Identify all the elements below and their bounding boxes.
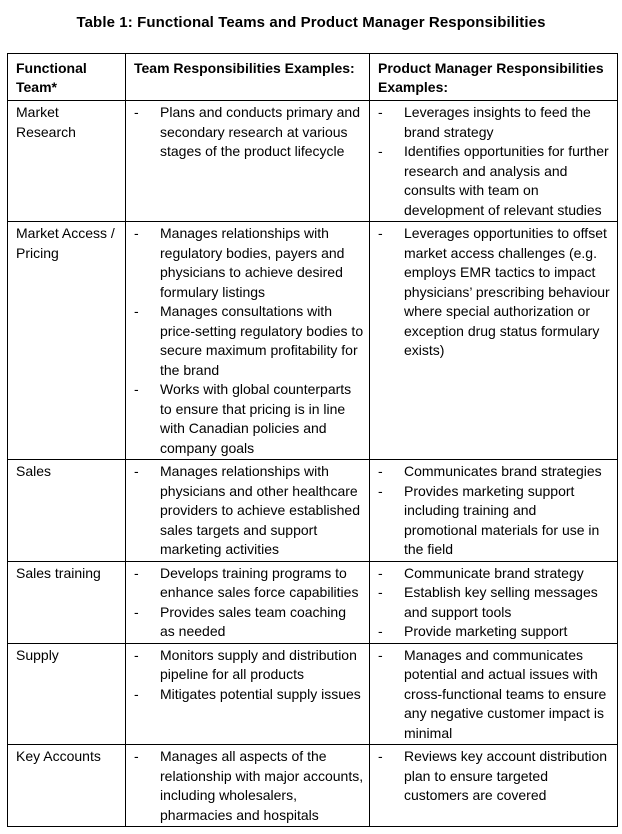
list-item (378, 482, 612, 560)
bullet-dash: - (378, 463, 383, 479)
bullet-dash: - (378, 646, 383, 663)
table-row (8, 460, 618, 562)
bullet-dash: - (134, 225, 139, 241)
list-item-text: Monitors supply and distribution pipeline for all products (160, 646, 357, 682)
bullet-dash: - (134, 646, 139, 663)
list-item (378, 103, 612, 142)
list-item-text: Mitigates potential supply issues (160, 685, 361, 702)
table-row (8, 745, 618, 827)
list-item (134, 302, 364, 380)
list-item (134, 646, 364, 685)
team-responsibilities-cell (126, 460, 370, 562)
list-item (378, 583, 612, 622)
list-item (134, 564, 364, 603)
responsibilities-table (7, 53, 618, 827)
list-item-text: Communicate brand strategy (404, 564, 584, 581)
list-item-text: Communicates brand strategies (404, 463, 602, 479)
team-responsibilities-list (134, 224, 364, 458)
bullet-dash: - (378, 143, 383, 159)
pm-responsibilities-cell (370, 222, 618, 460)
table-body (8, 101, 618, 827)
list-item-text: Provide marketing support (404, 623, 568, 639)
team-responsibilities-list (134, 646, 364, 705)
team-responsibilities-cell (126, 561, 370, 643)
table-title: Table 1: Functional Teams and Product Manager Responsibilities (76, 14, 546, 31)
bullet-dash: - (378, 748, 383, 764)
bullet-dash: - (134, 381, 139, 397)
header-functional-team: Functional Team* (8, 54, 126, 101)
list-item (134, 747, 364, 825)
list-item-text: Develops training programs to enhance sales force capabilities (160, 564, 359, 600)
pm-responsibilities-cell (370, 460, 618, 562)
list-item-text: Manages all aspects of the relationship with major accounts, including wholesalers, pharmacies and hospitals (160, 748, 364, 823)
list-item-text: Manages and communicates potential and actual issues with cross-functional teams to ensure any negative customer impact is minimal (404, 646, 607, 741)
list-item-text: Provides marketing support including training and promotional materials for use in the field (404, 482, 600, 557)
list-item (378, 142, 612, 220)
list-item-text: Plans and conducts primary and secondary research at various stages of the product lifecycle (160, 104, 360, 159)
pm-responsibilities-cell (370, 561, 618, 643)
bullet-dash: - (134, 104, 139, 120)
list-item-text: Establish key selling messages and support tools (404, 584, 598, 620)
list-item (378, 224, 612, 361)
pm-responsibilities-list (378, 747, 612, 806)
list-item-text: Manages relationships with physicians and other healthcare providers to achieve established sales targets and support marketing activities (160, 463, 361, 557)
list-item-text: Reviews key account distribution plan to ensure targeted customers are covered (404, 748, 608, 803)
functional-team-cell: Key Accounts (8, 745, 126, 827)
table-row (8, 643, 618, 745)
list-item (134, 380, 364, 458)
bullet-dash: - (378, 104, 383, 120)
team-responsibilities-list (134, 564, 364, 642)
pm-responsibilities-list (378, 224, 612, 361)
bullet-dash: - (378, 564, 383, 581)
list-item-text: Manages consultations with price-setting regulatory bodies to secure maximum profitability for the brand (160, 303, 364, 378)
list-item (134, 224, 364, 302)
list-item (134, 603, 364, 642)
bullet-dash: - (134, 303, 139, 319)
pm-responsibilities-list (378, 462, 612, 560)
bullet-dash: - (134, 564, 139, 581)
list-item-text: Provides sales team coaching as needed (160, 603, 346, 639)
list-item-text: Leverages insights to feed the brand strategy (404, 104, 591, 140)
header-pm-responsibilities: Product Manager Responsibilities Examples: (370, 54, 618, 101)
list-item-text: Leverages opportunities to offset market access challenges (e.g. employs EMR tactics to impact physicians’ prescribing behaviour where special authorization or exception drug status formulary exists) (404, 225, 610, 358)
team-responsibilities-cell (126, 745, 370, 827)
table-header-row (8, 54, 618, 101)
list-item (134, 685, 364, 705)
bullet-dash: - (134, 603, 139, 620)
pm-responsibilities-list (378, 564, 612, 642)
bullet-dash: - (134, 748, 139, 764)
team-responsibilities-cell (126, 222, 370, 460)
functional-team-cell: Sales (8, 460, 126, 562)
team-responsibilities-cell (126, 643, 370, 745)
pm-responsibilities-cell (370, 745, 618, 827)
header-team-responsibilities: Team Responsibilities Examples: (126, 54, 370, 101)
functional-team-cell: Market Access / Pricing (8, 222, 126, 460)
bullet-dash: - (378, 623, 383, 639)
functional-team-cell: Sales training (8, 561, 126, 643)
pm-responsibilities-cell (370, 101, 618, 222)
list-item (378, 646, 612, 744)
table-row (8, 561, 618, 643)
bullet-dash: - (134, 463, 139, 479)
list-item (134, 103, 364, 162)
list-item (134, 462, 364, 560)
list-item-text: Manages relationships with regulatory bodies, payers and physicians to achieve desired formulary listings (160, 225, 345, 300)
pm-responsibilities-list (378, 103, 612, 220)
pm-responsibilities-cell (370, 643, 618, 745)
team-responsibilities-list (134, 462, 364, 560)
list-item (378, 462, 612, 482)
list-item (378, 564, 612, 584)
team-responsibilities-cell (126, 101, 370, 222)
functional-team-cell: Market Research (8, 101, 126, 222)
table-row (8, 101, 618, 222)
bullet-dash: - (378, 482, 383, 499)
list-item-text: Identifies opportunities for further research and analysis and consults with team on development of relevant studies (404, 143, 609, 218)
list-item (378, 747, 612, 806)
bullet-dash: - (134, 685, 139, 702)
table-row (8, 222, 618, 460)
team-responsibilities-list (134, 747, 364, 825)
bullet-dash: - (378, 584, 383, 600)
functional-team-cell: Supply (8, 643, 126, 745)
pm-responsibilities-list (378, 646, 612, 744)
team-responsibilities-list (134, 103, 364, 162)
bullet-dash: - (378, 225, 383, 241)
list-item-text: Works with global counterparts to ensure that pricing is in line with Canadian policies and company goals (160, 381, 352, 456)
list-item (378, 622, 612, 642)
